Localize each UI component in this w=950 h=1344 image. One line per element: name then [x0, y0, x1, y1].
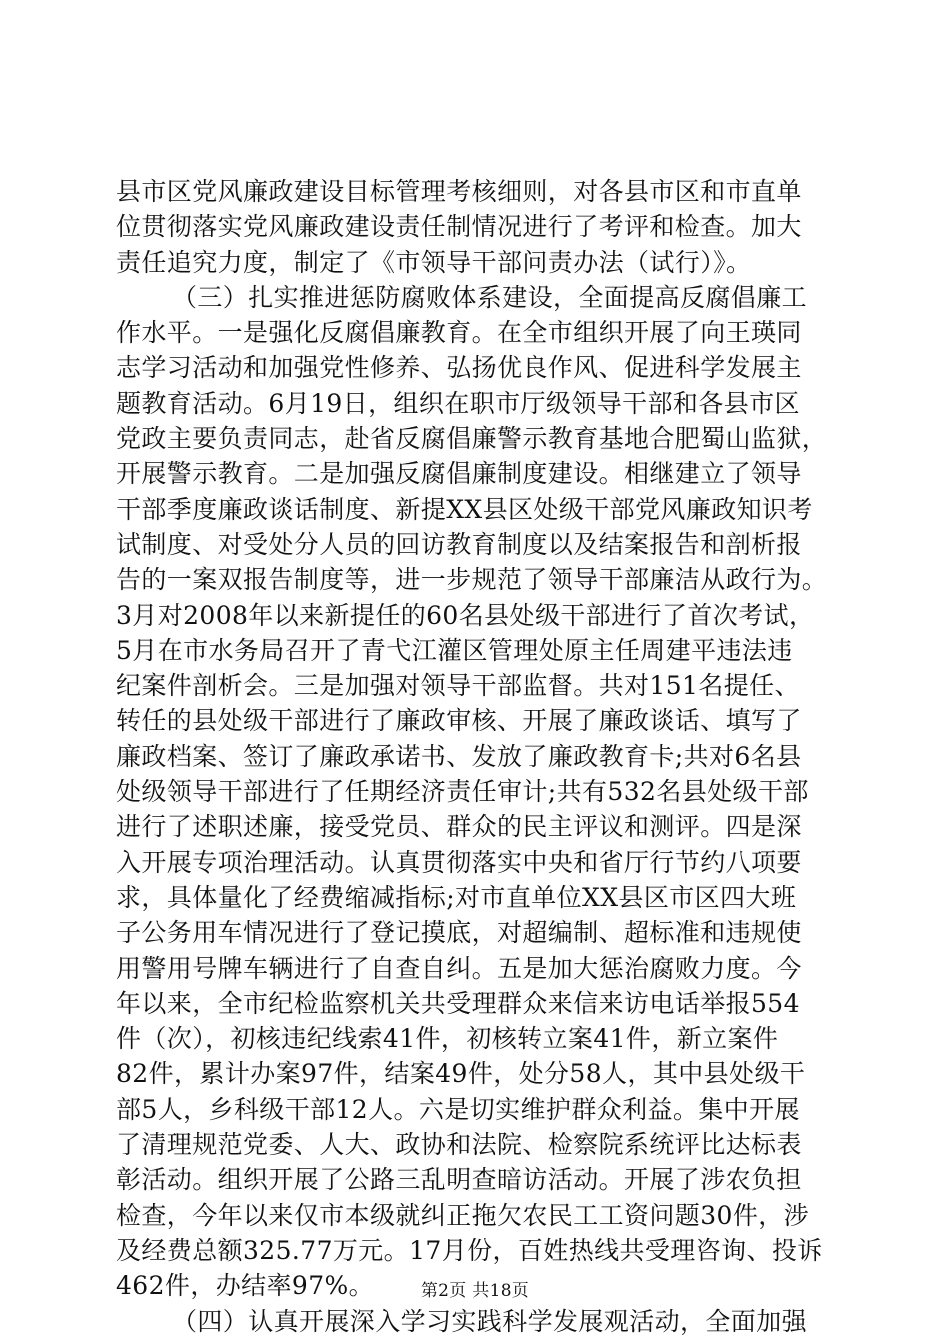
text-line: 及经费总额325.77万元。17月份，百姓热线共受理咨询、投诉 — [116, 1235, 823, 1265]
document-body — [116, 174, 836, 1339]
text-line: 县市区党风廉政建设目标管理考核细则，对各县市区和市直单 — [116, 177, 802, 206]
text-line: 志学习活动和加强党性修养、弘扬优良作风、促进科学发展主 — [116, 353, 802, 383]
text-line: 检查，今年以来仅市本级就纠正拖欠农民工工资问题30件，涉 — [116, 1200, 810, 1230]
text-line: 廉政档案、签订了廉政承诺书、发放了廉政教育卡;共对6名县 — [116, 741, 802, 771]
text-line: 462件，办结率97%。 — [116, 1271, 375, 1301]
text-line: 入开展专项治理活动。认真贯彻落实中央和省厅行节约八项要 — [116, 847, 802, 877]
text-line: 进行了述职述廉，接受党员、群众的民主评议和测评。四是深 — [116, 812, 802, 842]
text-line: 年以来，全市纪检监察机关共受理群众来信来访电话举报554 — [116, 988, 800, 1018]
text-line: 5月在市水务局召开了青弋江灌区管理处原主任周建平违法违 — [116, 635, 793, 665]
text-line: 了清理规范党委、人大、政协和法院、检察院系统评比达标表 — [116, 1130, 802, 1160]
text-line: 题教育活动。6月19日，组织在职市厅级领导干部和各县市区 — [116, 388, 800, 418]
page-footer: 第2页 共18页 — [420, 1281, 530, 1301]
text-line: 彰活动。组织开展了公路三乱明查暗访活动。开展了涉农负担 — [116, 1165, 802, 1195]
text-line: 3月对2008年以来新提任的60名县处级干部进行了首次考试， — [116, 600, 815, 630]
text-line: 求，具体量化了经费缩减指标;对市直单位XX县区市区四大班 — [116, 882, 797, 912]
text-line: 82件，累计办案97件，结案49件，处分58人，其中县处级干 — [116, 1059, 806, 1089]
text-line: 党政主要负责同志，赴省反腐倡廉警示教育基地合肥蜀山监狱， — [116, 424, 828, 454]
text-line: （三）扎实推进惩防腐败体系建设，全面提高反腐倡廉工 — [172, 282, 808, 312]
text-line: 作水平。一是强化反腐倡廉教育。在全市组织开展了向王瑛同 — [116, 318, 802, 348]
text-line: 处级领导干部进行了任期经济责任审计;共有532名县处级干部 — [116, 777, 809, 807]
text-line: 转任的县处级干部进行了廉政审核、开展了廉政谈话、填写了 — [116, 706, 802, 736]
text-line: 纪案件剖析会。三是加强对领导干部监督。共对151名提任、 — [116, 671, 800, 701]
text-line: 件（次），初核违纪线索41件，初核转立案41件，新立案件 — [116, 1024, 779, 1054]
text-line: （四）认真开展深入学习实践科学发展观活动，全面加强 — [172, 1306, 808, 1336]
text-line: 试制度、对受处分人员的回访教育制度以及结案报告和剖析报 — [116, 529, 802, 559]
text-line: 告的一案双报告制度等，进一步规范了领导干部廉洁从政行为。 — [116, 565, 828, 595]
text-line: 用警用号牌车辆进行了自查自纠。五是加大惩治腐败力度。今 — [116, 953, 802, 983]
text-line: 责任追究力度，制定了《市领导干部问责办法（试行）》。 — [116, 247, 752, 277]
text-line: 开展警示教育。二是加强反腐倡廉制度建设。相继建立了领导 — [116, 459, 802, 489]
text-line: 干部季度廉政谈话制度、新提XX县区处级干部党风廉政知识考 — [116, 494, 813, 524]
text-line: 子公务用车情况进行了登记摸底，对超编制、超标准和违规使 — [116, 918, 802, 948]
text-line: 位贯彻落实党风廉政建设责任制情况进行了考评和检查。加大 — [116, 212, 802, 242]
text-line: 部5人，乡科级干部12人。六是切实维护群众利益。集中开展 — [116, 1094, 800, 1124]
